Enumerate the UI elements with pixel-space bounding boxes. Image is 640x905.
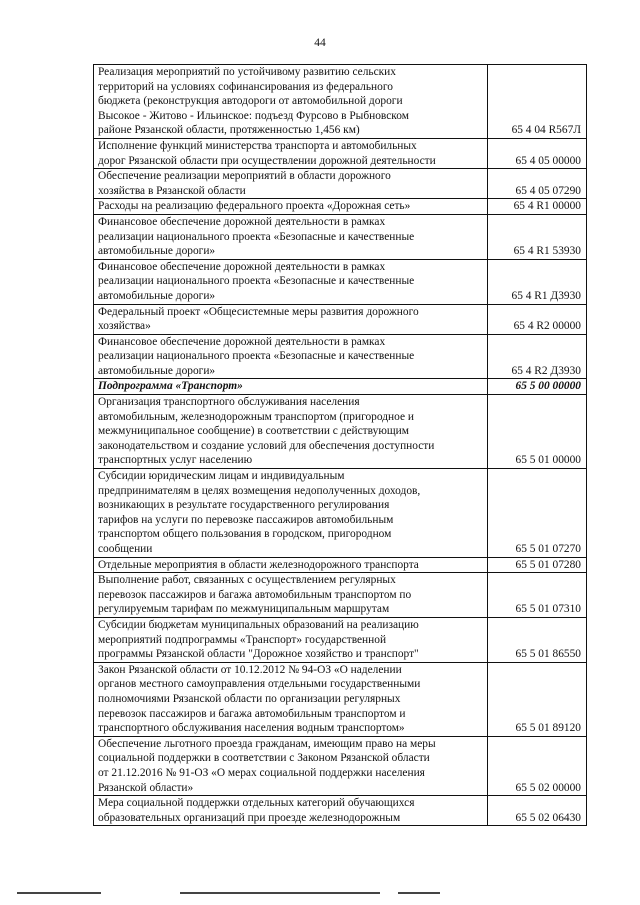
table-row xyxy=(94,796,587,826)
expense-name-line: социальной поддержки в соответствии с Законом Рязанской области xyxy=(98,752,430,765)
expense-name-line: законодательством и создание условий для обеспечения доступности xyxy=(98,439,435,452)
expense-name-line: автомобильные дороги» xyxy=(98,364,216,377)
expense-name-line: Высокое - Житово - Ильинское: подъезд Фурсово в Рыбновском xyxy=(98,109,409,122)
subprogram-row xyxy=(94,379,587,395)
table-row xyxy=(94,138,587,168)
table-row xyxy=(94,557,587,573)
expense-name-line: перевозок пассажиров и багажа автомобильным транспортом по xyxy=(98,588,412,601)
budget-classification-table xyxy=(93,64,587,826)
classification-code-cell: 65 5 01 00000 xyxy=(488,395,587,469)
expense-name-cell xyxy=(94,65,488,139)
table-body xyxy=(94,65,587,826)
expense-name-line: дорог Рязанской области при осуществлении дорожной деятельности xyxy=(98,154,436,167)
expense-name-line: хозяйства» xyxy=(98,320,151,333)
expense-name-line: мероприятий подпрограммы «Транспорт» государственной xyxy=(98,633,387,646)
expense-name-line: Рязанской области» xyxy=(98,781,194,794)
expense-name-line: Финансовое обеспечение дорожной деятельности в рамках xyxy=(98,260,386,273)
classification-code-cell: 65 5 02 06430 xyxy=(488,796,587,826)
expense-name-line: районе Рязанской области, протяженностью 1,456 км) xyxy=(98,124,360,137)
expense-name-line: реализации национального проекта «Безопасные и качественные xyxy=(98,230,415,243)
expense-name-line: от 21.12.2016 № 91-ОЗ «О мерах социальной поддержки населения xyxy=(98,766,425,779)
page-number: 44 xyxy=(314,37,326,49)
classification-code-cell: 65 4 R2 Д3930 xyxy=(488,334,587,379)
expense-name-cell xyxy=(94,573,488,618)
expense-name-line: автомобильным, железнодорожным транспортом (пригородное и xyxy=(98,410,414,423)
expense-name-line: Финансовое обеспечение дорожной деятельности в рамках xyxy=(98,215,386,228)
table-row xyxy=(94,617,587,662)
expense-name-cell xyxy=(94,469,488,558)
expense-name-line: предпринимателям в целях возмещения недополученных доходов, xyxy=(98,484,421,497)
expense-name-line: перевозок пассажиров и багажа автомобильным транспортом и xyxy=(98,707,406,720)
expense-name-line: полномочиями Рязанской области по организации регулярных xyxy=(98,692,401,705)
classification-code-cell: 65 4 R1 00000 xyxy=(488,199,587,215)
expense-name-line: автомобильные дороги» xyxy=(98,245,216,258)
expense-name-line: межмуниципальное сообщение) в соответствии с действующим xyxy=(98,425,409,438)
expense-name-line: возникающих в результате государственного регулирования xyxy=(98,499,390,512)
classification-code-cell: 65 5 01 86550 xyxy=(488,617,587,662)
expense-name-line: территорий на условиях софинансирования из федерального xyxy=(98,80,393,93)
expense-name-line: автомобильные дороги» xyxy=(98,289,216,302)
expense-name-line: транспортом общего пользования в городском, пригородном xyxy=(98,528,392,541)
expense-name-cell xyxy=(94,662,488,736)
expense-name-line: Расходы на реализацию федерального проекта «Дорожная сеть» xyxy=(98,200,411,213)
classification-code-cell: 65 5 01 89120 xyxy=(488,662,587,736)
table-row xyxy=(94,304,587,334)
expense-name-cell xyxy=(94,138,488,168)
expense-name-line: Подпрограмма «Транспорт» xyxy=(98,380,243,393)
expense-name-cell xyxy=(94,214,488,259)
expense-name-line: Федеральный проект «Общесистемные меры развития дорожного xyxy=(98,305,419,318)
expense-name-cell xyxy=(94,379,488,395)
classification-code-cell: 65 5 01 07310 xyxy=(488,573,587,618)
expense-name-line: Исполнение функций министерства транспорта и автомобильных xyxy=(98,139,417,152)
classification-code-cell: 65 4 R1 Д3930 xyxy=(488,259,587,304)
expense-name-line: Выполнение работ, связанных с осуществлением регулярных xyxy=(98,574,396,587)
scan-edge-mark-center xyxy=(180,892,380,894)
expense-name-cell xyxy=(94,259,488,304)
expense-name-line: реализации национального проекта «Безопасные и качественные xyxy=(98,275,415,288)
expense-name-cell xyxy=(94,334,488,379)
expense-name-line: реализации национального проекта «Безопасные и качественные xyxy=(98,350,415,363)
expense-name-cell xyxy=(94,395,488,469)
expense-name-line: Финансовое обеспечение дорожной деятельности в рамках xyxy=(98,335,386,348)
expense-name-cell xyxy=(94,617,488,662)
table-row xyxy=(94,259,587,304)
table-row xyxy=(94,199,587,215)
expense-name-line: Реализация мероприятий по устойчивому развитию сельских xyxy=(98,66,396,78)
table-row xyxy=(94,469,587,558)
expense-name-line: сообщении xyxy=(98,543,153,555)
expense-name-line: образовательных организаций при проезде железнодорожным xyxy=(98,811,401,824)
scan-edge-mark-right xyxy=(398,892,440,894)
expense-name-line: Мера социальной поддержки отдельных категорий обучающихся xyxy=(98,797,415,810)
table-row xyxy=(94,662,587,736)
scan-edge-mark-left xyxy=(17,892,101,894)
expense-name-line: Организация транспортного обслуживания населения xyxy=(98,396,360,409)
expense-name-line: Обеспечение льготного проезда гражданам, имеющим право на меры xyxy=(98,737,436,750)
classification-code-cell: 65 5 01 07280 xyxy=(488,557,587,573)
expense-name-cell xyxy=(94,796,488,826)
expense-name-line: бюджета (реконструкция автодороги от автомобильной дороги xyxy=(98,95,403,108)
classification-code-cell: 65 4 R1 53930 xyxy=(488,214,587,259)
classification-code-cell: 65 5 00 00000 xyxy=(488,379,587,395)
expense-name-cell xyxy=(94,736,488,795)
expense-name-line: транспортных услуг населению xyxy=(98,454,253,467)
classification-code-cell: 65 5 01 07270 xyxy=(488,469,587,558)
expense-name-line: программы Рязанской области "Дорожное хозяйство и транспорт" xyxy=(98,648,419,661)
expense-name-cell xyxy=(94,199,488,215)
table-row xyxy=(94,334,587,379)
table-row xyxy=(94,214,587,259)
table-row xyxy=(94,395,587,469)
expense-name-line: Субсидии юридическим лицам и индивидуальным xyxy=(98,470,345,483)
classification-code-cell: 65 5 02 00000 xyxy=(488,736,587,795)
expense-name-line: хозяйства в Рязанской области xyxy=(98,184,246,197)
table-row xyxy=(94,65,587,139)
expense-name-line: тарифов на услуги по перевозке пассажиров автомобильным xyxy=(98,513,394,526)
table-row xyxy=(94,736,587,795)
expense-name-line: Субсидии бюджетам муниципальных образований на реализацию xyxy=(98,618,419,631)
expense-name-line: регулируемым тарифам по межмуниципальным маршрутам xyxy=(98,603,390,616)
expense-name-line: органов местного самоуправления отдельными государственными xyxy=(98,678,421,691)
classification-code-cell: 65 4 05 00000 xyxy=(488,138,587,168)
expense-name-line: Закон Рязанской области от 10.12.2012 № 94-ОЗ «О наделении xyxy=(98,663,402,676)
expense-name-line: Отдельные мероприятия в области железнодорожного транспорта xyxy=(98,558,419,571)
expense-name-line: транспортного обслуживания населения водным транспортом» xyxy=(98,722,405,735)
expense-name-cell xyxy=(94,169,488,199)
classification-code-cell: 65 4 05 07290 xyxy=(488,169,587,199)
classification-code-cell: 65 4 R2 00000 xyxy=(488,304,587,334)
classification-code-cell: 65 4 04 R567Л xyxy=(488,65,587,139)
expense-name-cell xyxy=(94,557,488,573)
table-row xyxy=(94,169,587,199)
table-row xyxy=(94,573,587,618)
expense-name-line: Обеспечение реализации мероприятий в области дорожного xyxy=(98,170,391,183)
expense-name-cell xyxy=(94,304,488,334)
